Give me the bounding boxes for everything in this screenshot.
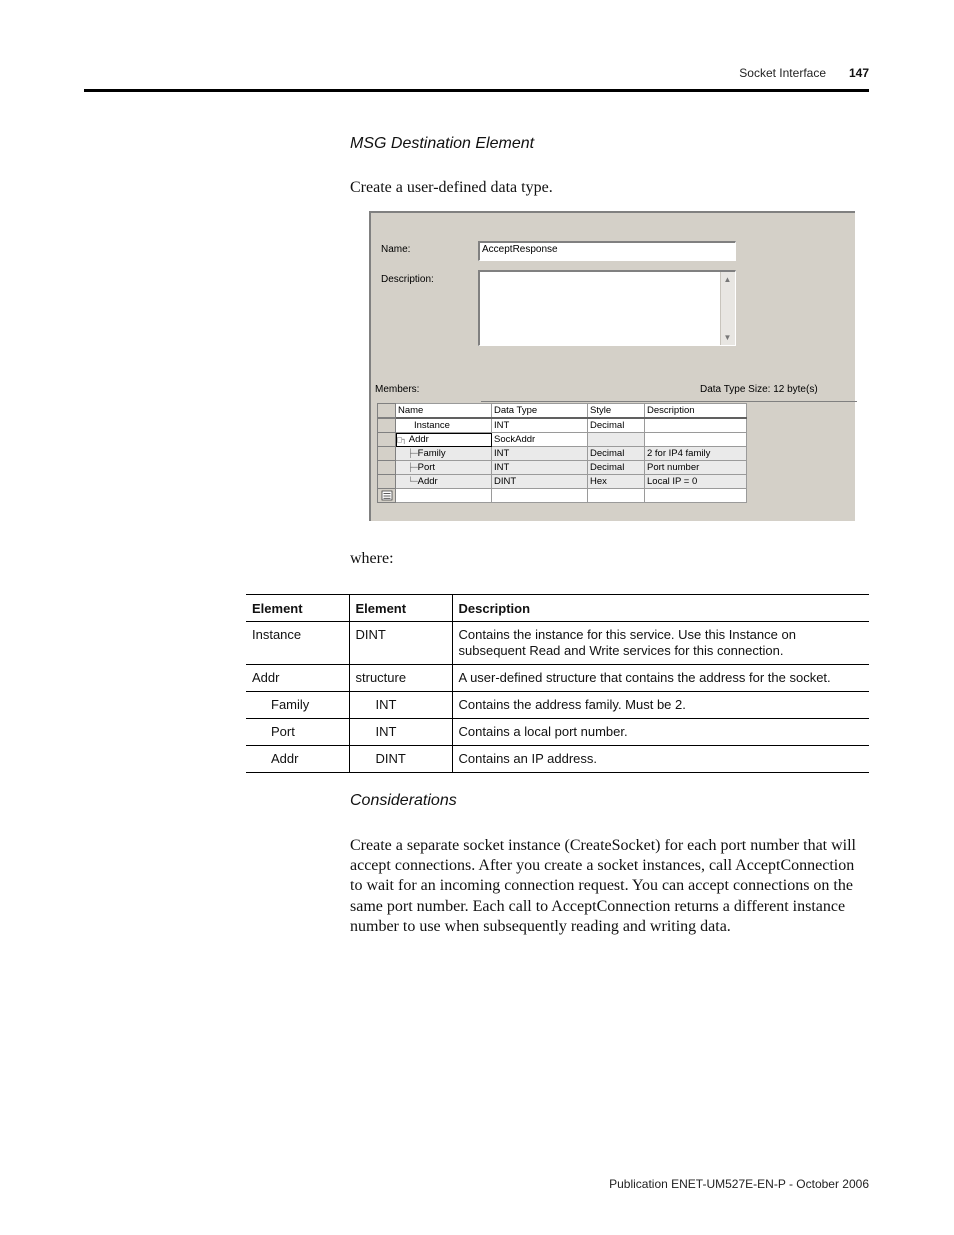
description-cell: Contains the instance for this service. Use this Instance on subsequent Read and Write services for this connection. <box>452 622 869 665</box>
col-description[interactable]: Description <box>645 404 747 419</box>
intro-text: Create a user-defined data type. <box>350 179 553 196</box>
data-type-dialog <box>369 211 855 521</box>
table-row <box>246 622 869 665</box>
type-cell: DINT <box>349 746 452 773</box>
member-desc[interactable] <box>645 433 747 447</box>
col-name[interactable]: Name <box>396 404 492 419</box>
table-header: Element <box>246 595 349 622</box>
member-desc[interactable]: Port number <box>645 461 747 475</box>
header-rule <box>84 89 869 92</box>
table-row <box>246 746 869 773</box>
member-type[interactable]: INT <box>492 461 588 475</box>
members-label: Members: <box>375 384 420 395</box>
new-member-name[interactable] <box>396 489 492 503</box>
member-type[interactable]: INT <box>492 418 588 433</box>
tree-end-icon: └─ <box>408 477 418 486</box>
row-header[interactable] <box>378 418 396 433</box>
member-name-cell[interactable] <box>396 475 492 489</box>
member-row[interactable] <box>378 447 747 461</box>
considerations-title: Considerations <box>350 792 457 809</box>
members-grid <box>377 403 747 503</box>
element-cell: Family <box>246 692 349 719</box>
row-header[interactable] <box>378 433 396 447</box>
publication-footer: Publication ENET-UM527E-EN-P - October 2006 <box>609 1177 869 1191</box>
name-input[interactable]: AcceptResponse <box>478 241 736 261</box>
element-cell: Instance <box>246 622 349 665</box>
type-cell: DINT <box>349 622 452 665</box>
element-cell: Addr <box>246 746 349 773</box>
row-header[interactable] <box>378 461 396 475</box>
new-member-type[interactable] <box>492 489 588 503</box>
table-row <box>246 719 869 746</box>
member-name[interactable]: Instance <box>396 418 492 433</box>
where-text: where: <box>350 550 394 567</box>
member-desc[interactable]: 2 for IP4 family <box>645 447 747 461</box>
table-header-row <box>246 595 869 622</box>
member-name-cell[interactable] <box>396 447 492 461</box>
new-member-row[interactable] <box>378 489 747 503</box>
table-header: Description <box>452 595 869 622</box>
member-type[interactable]: INT <box>492 447 588 461</box>
tree-branch-icon: ├─ <box>408 463 418 472</box>
member-name[interactable]: Port <box>417 462 436 473</box>
member-style[interactable]: Decimal <box>588 447 645 461</box>
collapse-box-icon[interactable]: □┐ <box>397 435 407 444</box>
member-name-cell[interactable] <box>396 433 492 447</box>
row-header[interactable] <box>378 475 396 489</box>
description-input[interactable] <box>478 270 736 346</box>
type-cell: structure <box>349 665 452 692</box>
table-row <box>246 665 869 692</box>
member-type[interactable]: SockAddr <box>492 433 588 447</box>
member-type[interactable]: DINT <box>492 475 588 489</box>
element-cell: Addr <box>246 665 349 692</box>
member-style[interactable]: Hex <box>588 475 645 489</box>
description-label: Description: <box>381 274 434 285</box>
type-cell: INT <box>349 719 452 746</box>
member-row[interactable] <box>378 433 747 447</box>
description-scrollbar[interactable] <box>720 272 735 345</box>
col-style[interactable]: Style <box>588 404 645 419</box>
description-cell: Contains the address family. Must be 2. <box>452 692 869 719</box>
col-data-type[interactable]: Data Type <box>492 404 588 419</box>
new-member-style[interactable] <box>588 489 645 503</box>
table-row <box>246 692 869 719</box>
description-cell: Contains a local port number. <box>452 719 869 746</box>
scroll-down-icon[interactable]: ▼ <box>723 333 732 342</box>
running-header-section: Socket Interface <box>739 66 826 80</box>
type-cell: INT <box>349 692 452 719</box>
scroll-up-icon[interactable]: ▲ <box>723 275 732 284</box>
considerations-paragraph: Create a separate socket instance (CreateSocket) for each port number that will accept connections. After you create a socket instances, call AcceptConnection to wait for an incoming connection request. You can accept connections on the same port number. Each call to AcceptConnection returns a different instance number to use when subsequently reading and writing data. <box>350 837 856 935</box>
members-separator <box>481 401 857 402</box>
member-name[interactable]: Addr <box>417 476 438 487</box>
page-number: 147 <box>848 66 869 80</box>
row-header <box>378 404 396 419</box>
section-title: MSG Destination Element <box>350 135 535 152</box>
table-header: Element <box>349 595 452 622</box>
member-name-cell[interactable] <box>396 461 492 475</box>
member-desc[interactable] <box>645 418 747 433</box>
tree-branch-icon: ├─ <box>408 449 418 458</box>
row-header[interactable] <box>378 447 396 461</box>
member-name[interactable]: Family <box>417 448 446 459</box>
new-member-desc[interactable] <box>645 489 747 503</box>
member-style[interactable] <box>588 433 645 447</box>
member-desc[interactable]: Local IP = 0 <box>645 475 747 489</box>
new-row-icon[interactable] <box>378 489 396 503</box>
element-table <box>246 594 869 773</box>
data-type-size: Data Type Size: 12 byte(s) <box>700 384 818 395</box>
member-row[interactable] <box>378 418 747 433</box>
member-style[interactable]: Decimal <box>588 461 645 475</box>
element-cell: Port <box>246 719 349 746</box>
member-name[interactable]: Addr <box>408 434 429 445</box>
member-row[interactable] <box>378 475 747 489</box>
name-label: Name: <box>381 244 411 255</box>
member-row[interactable] <box>378 461 747 475</box>
grid-header-row <box>378 404 747 419</box>
description-cell: A user-defined structure that contains the address for the socket. <box>452 665 869 692</box>
member-style[interactable]: Decimal <box>588 418 645 433</box>
description-cell: Contains an IP address. <box>452 746 869 773</box>
